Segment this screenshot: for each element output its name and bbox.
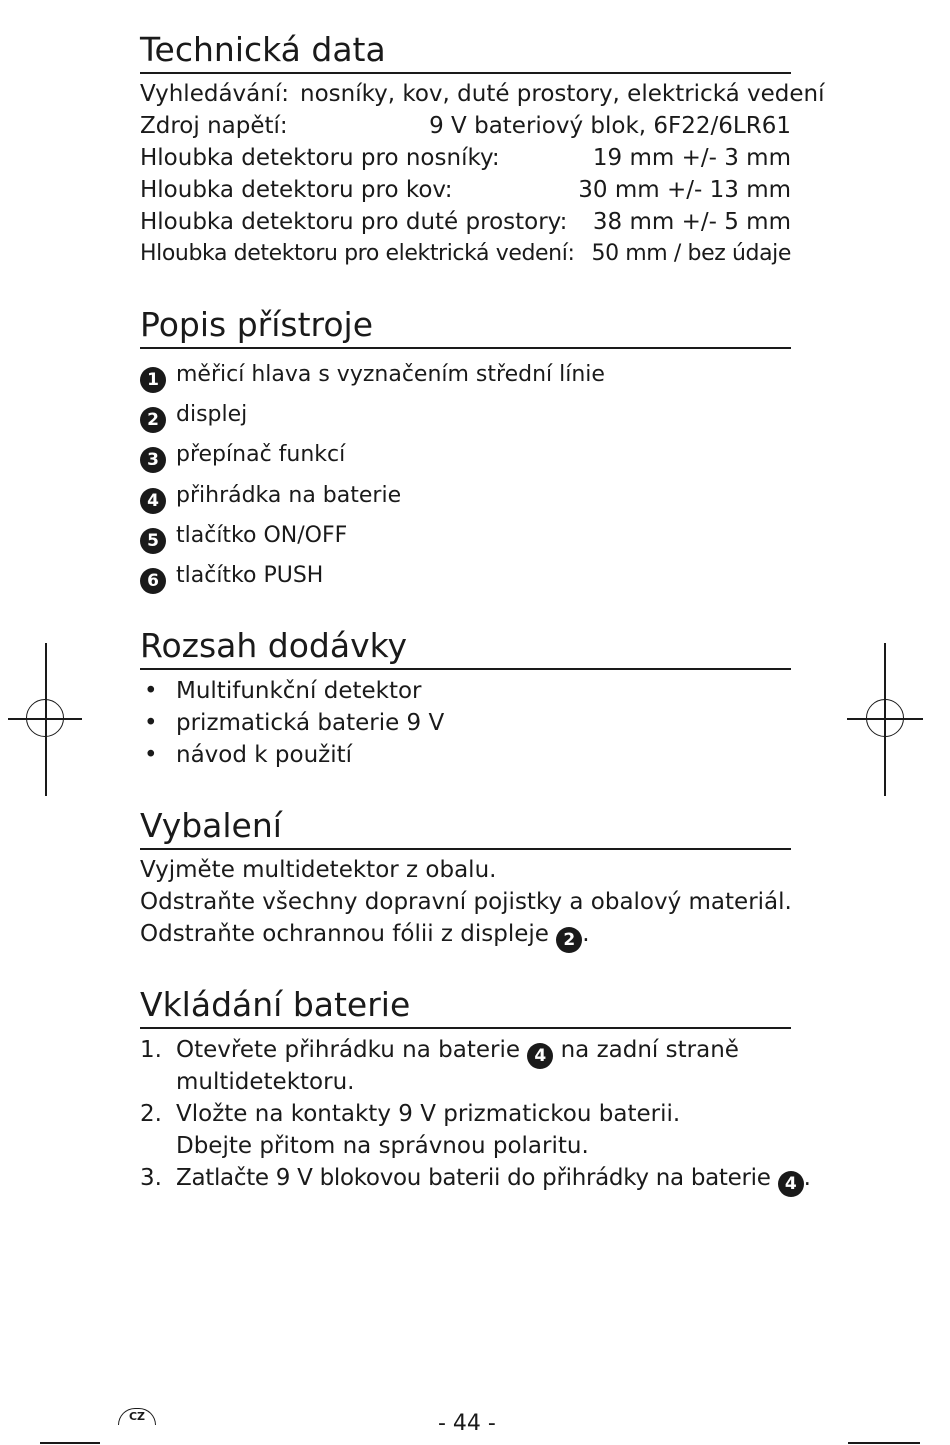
list-item-text: prizmatická baterie 9 V: [176, 710, 445, 736]
step-number: 1.: [140, 1037, 162, 1063]
tech-row: [140, 206, 791, 238]
tech-label: Vyhledávání:: [140, 81, 289, 107]
step-text: na zadní straně: [560, 1037, 739, 1063]
tech-value: 38 mm +/- 5 mm: [592, 209, 791, 235]
step-number: 3.: [140, 1165, 162, 1191]
part-text: měřicí hlava s vyznačením střední línie: [176, 362, 605, 387]
section-title-delivery: Rozsah dodávky: [140, 626, 791, 670]
bullet-dot: •: [144, 742, 158, 768]
tech-value: 9 V bateriový blok, 6F22/6LR61: [429, 113, 791, 139]
part-text: tlačítko PUSH: [176, 563, 324, 588]
tech-value: nosníky, kov, duté prostory, elektrická vedení: [300, 81, 825, 107]
step-text: .: [803, 1165, 811, 1191]
part-text: displej: [176, 402, 248, 427]
section-title-battery: Vkládání baterie: [140, 985, 791, 1029]
tech-row: [140, 238, 791, 270]
part-number-badge: 1: [140, 367, 166, 393]
list-item-text: Multifunkční detektor: [176, 678, 422, 704]
page-number: - 44 -: [438, 1411, 496, 1436]
step-text-line: Dbejte přitom na správnou polaritu.: [176, 1133, 589, 1159]
tech-row: [140, 142, 791, 174]
step-text: Zatlačte 9 V blokovou baterii do přihrádky na baterie: [176, 1165, 771, 1191]
unpack-line-with-ref: [140, 918, 590, 953]
tech-label: Hloubka detektoru pro duté prostory:: [140, 209, 568, 235]
tech-label: Zdroj napětí:: [140, 113, 288, 139]
part-item: [140, 399, 247, 431]
part-text: přihrádka na baterie: [176, 483, 402, 508]
step-item: [140, 1034, 791, 1098]
step-text-line: [176, 1162, 811, 1197]
part-number-badge: 6: [140, 568, 166, 594]
part-item: [140, 520, 347, 552]
part-number-badge: 3: [140, 447, 166, 473]
step-text-line: [176, 1034, 739, 1069]
step-text-line: Vložte na kontakty 9 V prizmatickou baterii.: [176, 1101, 681, 1127]
part-number-badge: 2: [140, 407, 166, 433]
tech-row: [140, 78, 825, 110]
tech-row: [140, 174, 791, 206]
bullet-dot: •: [144, 710, 158, 736]
tech-label: Hloubka detektoru pro nosníky:: [140, 145, 500, 171]
tech-row: [140, 110, 791, 142]
step-text-line: multidetektoru.: [176, 1069, 355, 1095]
registration-circle-right: [866, 699, 904, 737]
bottom-trim-line-left: [40, 1442, 100, 1444]
language-badge: CZ: [118, 1408, 156, 1425]
part-number-badge: 4: [140, 488, 166, 514]
section-title-tech: Technická data: [140, 30, 791, 74]
unpack-line-text: Odstraňte ochrannou fólii z displeje: [140, 921, 549, 947]
tech-value: 50 mm / bez údaje: [591, 241, 791, 266]
unpack-line: Odstraňte všechny dopravní pojistky a obalový materiál.: [140, 889, 792, 915]
reference-badge: 4: [778, 1171, 804, 1197]
step-number: 2.: [140, 1101, 162, 1127]
list-item: [140, 707, 444, 739]
list-item: [140, 675, 422, 707]
part-item: [140, 480, 401, 512]
part-number-badge: 5: [140, 528, 166, 554]
tech-label: Hloubka detektoru pro kov:: [140, 177, 453, 203]
bullet-dot: •: [144, 678, 158, 704]
step-text: Otevřete přihrádku na baterie: [176, 1037, 520, 1063]
punctuation: .: [582, 921, 590, 947]
part-item: [140, 359, 605, 391]
reference-badge: 2: [556, 927, 582, 953]
list-item: [140, 739, 352, 771]
part-item: [140, 560, 323, 592]
tech-value: 19 mm +/- 3 mm: [592, 145, 791, 171]
registration-circle-left: [26, 699, 64, 737]
part-text: přepínač funkcí: [176, 442, 346, 467]
section-title-unpack: Vybalení: [140, 806, 791, 850]
part-text: tlačítko ON/OFF: [176, 523, 348, 548]
tech-value: 30 mm +/- 13 mm: [578, 177, 791, 203]
step-item: [140, 1098, 791, 1162]
bottom-trim-line-right: [848, 1442, 920, 1444]
section-title-parts: Popis přístroje: [140, 305, 791, 349]
part-item: [140, 439, 345, 471]
unpack-line: Vyjměte multidetektor z obalu.: [140, 857, 497, 883]
step-item: [140, 1162, 811, 1194]
tech-label: Hloubka detektoru pro elektrická vedení:: [140, 241, 575, 266]
reference-badge: 4: [527, 1043, 553, 1069]
list-item-text: návod k použití: [176, 742, 353, 768]
